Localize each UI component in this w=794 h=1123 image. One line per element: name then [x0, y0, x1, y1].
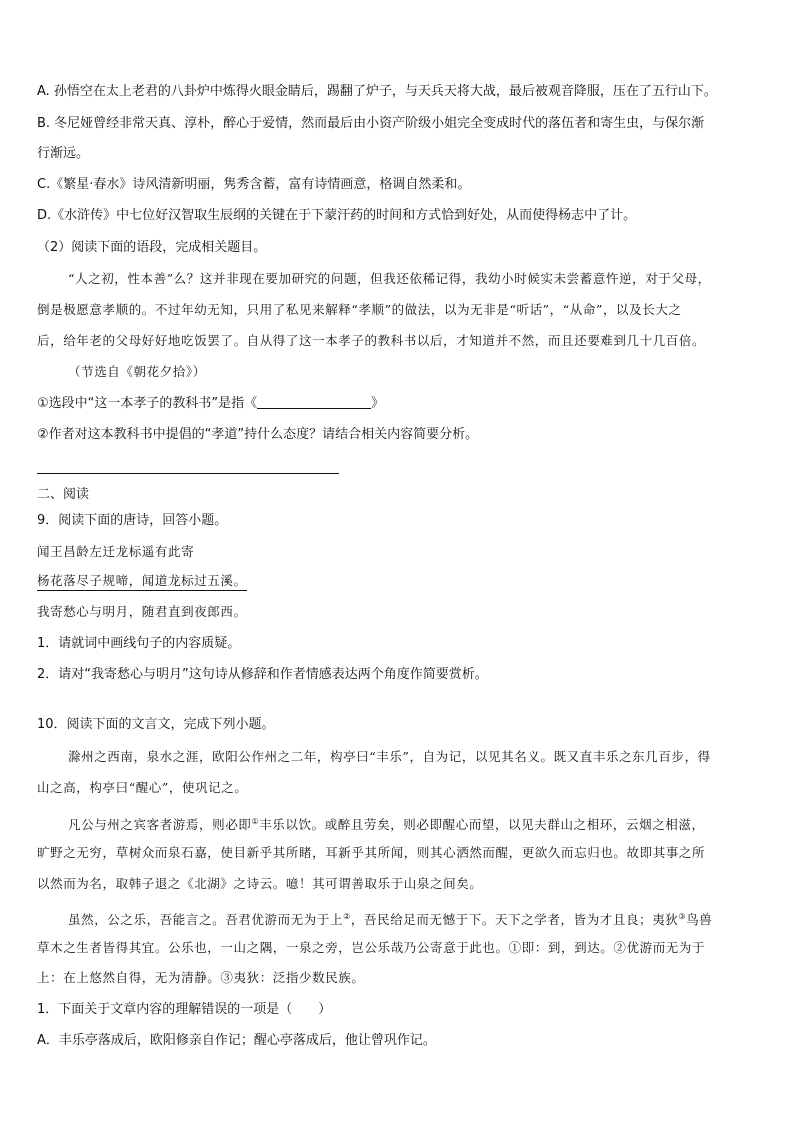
wenyan-line-3-b: 丰乐以饮。或醉且劳矣，则必即醒心而望，以见夫群山之相环，云烟之相滋，: [259, 817, 705, 833]
subquestion-1-close: 》: [371, 396, 385, 411]
poem-line-1: [37, 573, 247, 591]
option-b-line1: B. 冬尼娅曾经非常天真、淳朴，醉心于爱情，然而最后由小资产阶级小姐完全变成时代的落伍者和寄生虫，与保尔渐: [37, 116, 705, 131]
question-10-heading: 10．阅读下面的文言文，完成下列小题。: [37, 717, 275, 732]
answer-blank[interactable]: [257, 396, 371, 409]
question-2-heading: （2）阅读下面的语段，完成相关题目。: [37, 240, 267, 255]
underlined-verse: 杨花落尽子规啼，闻道龙标过五溪。: [37, 573, 247, 591]
wenyan-line-6: [68, 909, 712, 928]
option-a: A. 孙悟空在太上老君的八卦炉中炼得火眼金睛后，踢翻了炉子，与天兵天将大战，最后被观音降服，压在了五行山下。: [37, 84, 717, 99]
subquestion-1-text: ①选段中“这一本孝子的教科书”是指《: [37, 396, 258, 411]
wenyan-line-3-a: 凡公与州之宾客者游焉，则必即: [68, 817, 252, 833]
wenyan-line-4: 旷野之无穷，草树众而泉石嘉，使目新乎其所睹，耳新乎其所闻，则其心洒然而醒，更欲久而忘归也。故即其事之所: [37, 845, 706, 860]
option-b-line2: 行渐远。: [37, 146, 90, 161]
passage-line-3: 后，给年老的父母好好地吃饭罢了。自从得了这一本孝子的教科书以后，才知道并不然，而且还要难到几十几百倍。: [37, 333, 706, 348]
question-10-option-a: A．丰乐亭落成后，欧阳修亲自作记；醒心亭落成后，他让曾巩作记。: [37, 1033, 436, 1048]
wenyan-line-6-c: 鸟兽: [686, 912, 713, 928]
passage-line-2: 倒是极愿意孝顺的。不过年幼无知，只用了私见来解释“孝顺”的做法，以为无非是“听话”，“从命”，以及长大之: [37, 302, 682, 317]
wenyan-line-6-a: 虽然，公之乐，吾能言之。吾君优游而无为于上: [68, 912, 344, 928]
subquestion-2: ②作者对这本教科书中提倡的“孝道”持什么态度？请结合相关内容简要分析。: [37, 427, 479, 442]
option-d: D.《水浒传》中七位好汉智取生辰纲的关键在于下蒙汗药的时间和方式恰到好处，从而使得杨志中了计。: [37, 208, 637, 223]
question-10-1: 1．下面关于文章内容的理解错误的一项是（ ）: [37, 1002, 332, 1017]
footnote-marker-1: ①: [251, 817, 260, 826]
wenyan-line-8: 上：在上悠然自得，无为清静。③夷狄：泛指少数民族。: [37, 970, 365, 985]
section-2-heading: 二、阅读: [37, 487, 90, 502]
footnote-marker-2: ②: [343, 912, 351, 921]
question-9-2: 2．请对“我寄愁心与明月”这句诗从修辞和作者情感表达两个角度作简要赏析。: [37, 667, 488, 682]
wenyan-line-3: [68, 814, 705, 833]
wenyan-line-1: 滁州之西南，泉水之涯，欧阳公作州之二年，构亭曰“丰乐”，自为记，以见其名义。既又直丰乐之东几百步，得: [68, 749, 711, 764]
option-c: C.《繁星·春水》诗风清新明丽，隽秀含蓄，富有诗情画意，格调自然柔和。: [37, 177, 471, 192]
wenyan-line-7: 草木之生者皆得其宜。公乐也，一山之隅，一泉之旁，岂公乐哉乃公寄意于此也。①即：到，到达。②优游而无为于: [37, 940, 706, 955]
footnote-marker-3: ③: [678, 912, 687, 921]
subquestion-1: [37, 396, 384, 412]
wenyan-line-5: 以然而为名，取韩子退之《北湖》之诗云。噫！其可谓善取乐于山泉之间矣。: [37, 876, 483, 891]
wenyan-line-6-b: ，吾民给足而无憾于下。天下之学者，皆为才且良；夷狄: [350, 912, 679, 928]
question-9-1: 1．请就词中画线句子的内容质疑。: [37, 636, 241, 651]
wenyan-line-2: 山之高，构亭曰“醒心”，使巩记之。: [37, 780, 248, 795]
passage-line-1: “人之初，性本善”么？这并非现在要加研究的问题，但我还依稀记得，我幼小时候实未尝蓄意忤逆，对于父母，: [68, 271, 711, 286]
poem-title: 闻王昌龄左迁龙标遥有此寄: [37, 544, 195, 559]
question-9-heading: 9．阅读下面的唐诗，回答小题。: [37, 513, 228, 528]
section-divider: [37, 473, 339, 474]
passage-source: （节选自《朝花夕拾》）: [68, 364, 206, 379]
poem-line-2: 我寄愁心与明月，随君直到夜郎西。: [37, 604, 247, 619]
